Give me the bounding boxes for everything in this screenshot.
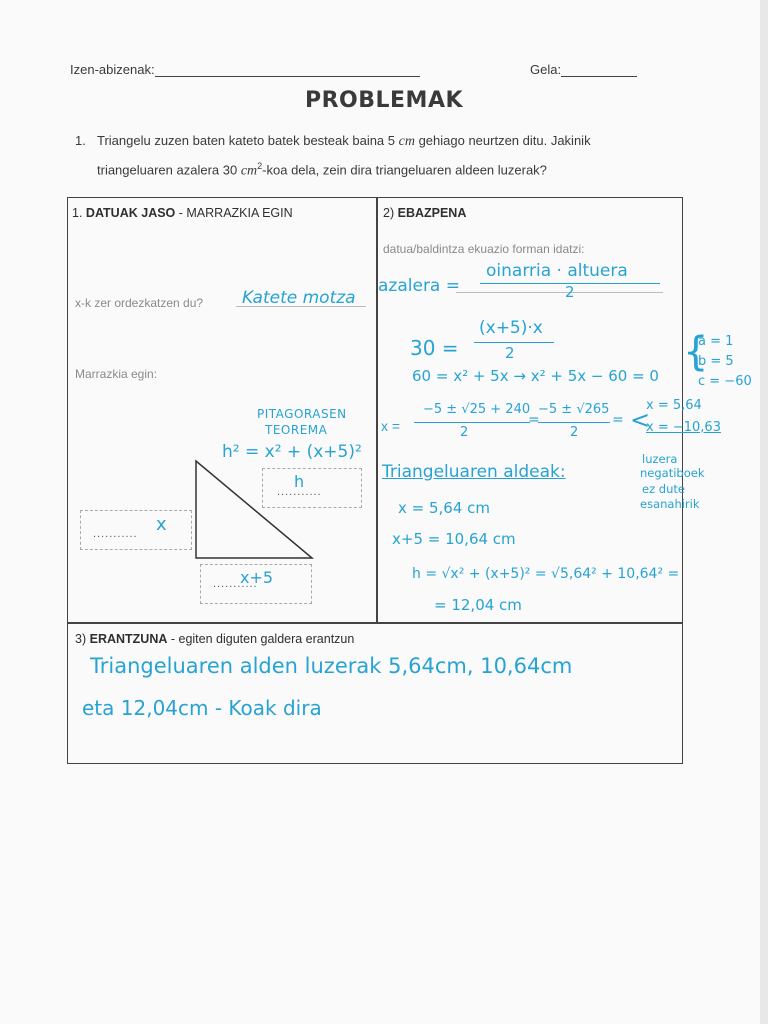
side2-result: x+5 = 10,64 cm [392, 530, 516, 548]
quad-bar1 [414, 422, 530, 423]
x-label: x [156, 514, 167, 535]
coef-b: b = 5 [698, 354, 734, 369]
sides-heading: Triangeluaren aldeak: [382, 462, 566, 482]
roots-bracket: < [630, 406, 651, 434]
hyp-dots: ........... [277, 486, 322, 498]
group-line [561, 62, 637, 77]
section1-title: 1. DATUAK JASO - MARRAZKIA EGIN [72, 206, 293, 220]
group-label: Gela: [530, 62, 562, 77]
pythagoras-label-1: PITAGORASEN [257, 407, 347, 421]
section3-title: 3) ERANTZUNA - egiten diguten galdera erantzun [75, 632, 355, 646]
page-title: PROBLEMAK [304, 88, 464, 113]
quad-eq-sign-2: = [612, 412, 624, 428]
negative-note-3: ez dute [642, 482, 685, 496]
quad-bar2 [538, 422, 610, 423]
negative-note-4: esanahirik [640, 497, 700, 511]
problem-text: Triangelu zuzen baten kateto batek besteak baina 5 cm gehiago neurtzen ditu. Jakinik triangeluaren azalera 30 $cm^2$-koa dela, zein dira triangeluaren aldeen luzerak? [97, 133, 591, 179]
quad-num2: −5 ± √265 [538, 402, 610, 417]
quad-eq-sign: = [528, 412, 540, 428]
coef-brace: { [683, 329, 709, 375]
group-field [530, 62, 637, 77]
area-denominator: 2 [565, 283, 575, 301]
negative-note-1: luzera [642, 452, 678, 466]
root2: x = −10,63 [646, 420, 721, 435]
answer-line-2: eta 12,04cm - Koak dira [82, 696, 322, 720]
x-dots: ........... [93, 528, 138, 540]
coef-a: a = 1 [698, 334, 734, 349]
problem-number: 1. [75, 133, 86, 148]
drawing-label: Marrazkia egin: [75, 367, 158, 381]
eq1-numerator: (x+5)·x [479, 318, 543, 338]
eq1-fraction-bar [474, 342, 554, 343]
area-numerator: oinarria · altuera [486, 261, 628, 281]
x-question: x-k zer ordezkatzen du? [75, 296, 204, 310]
quad-num1: −5 ± √25 + 240 [423, 402, 531, 417]
x5-label: x+5 [240, 568, 274, 587]
root1: x = 5,64 [646, 398, 702, 413]
quad-den1: 2 [460, 425, 469, 440]
section2-title: 2) EBAZPENA [383, 206, 467, 220]
side1-result: x = 5,64 cm [398, 499, 491, 517]
eq1-left: 30 = [410, 336, 459, 360]
quad-den2: 2 [570, 425, 579, 440]
area-word: azalera = [378, 276, 460, 296]
eq1-denominator: 2 [505, 344, 515, 362]
x-answer-handwritten: Katete motza [242, 288, 356, 308]
equation-instruction: datua/baldintza ekuazio forman idatzi: [383, 242, 585, 256]
negative-note-2: negatiboek [640, 466, 705, 480]
problem-statement [75, 128, 695, 183]
hypotenuse-result: = 12,04 cm [434, 596, 522, 614]
area-guide-line [456, 292, 663, 293]
name-line [155, 62, 420, 77]
hypotenuse-calc: h = √x² + (x+5)² = √5,64² + 10,64² = [412, 566, 680, 582]
name-label: Izen-abizenak: [70, 62, 155, 77]
pythagoras-formula: h² = x² + (x+5)² [222, 442, 362, 462]
page-edge [760, 0, 768, 1024]
coef-c: c = −60 [698, 374, 752, 389]
eq2: 60 = x² + 5x → x² + 5x − 60 = 0 [412, 367, 659, 385]
name-field [70, 62, 420, 77]
x5-dots: ........... [213, 578, 258, 590]
answer-line-1: Triangeluaren alden luzerak 5,64cm, 10,64cm [90, 654, 573, 678]
quad-left: x = [381, 418, 401, 434]
pythagoras-label-2: TEOREMA [265, 423, 328, 437]
hyp-label: h [294, 472, 305, 491]
